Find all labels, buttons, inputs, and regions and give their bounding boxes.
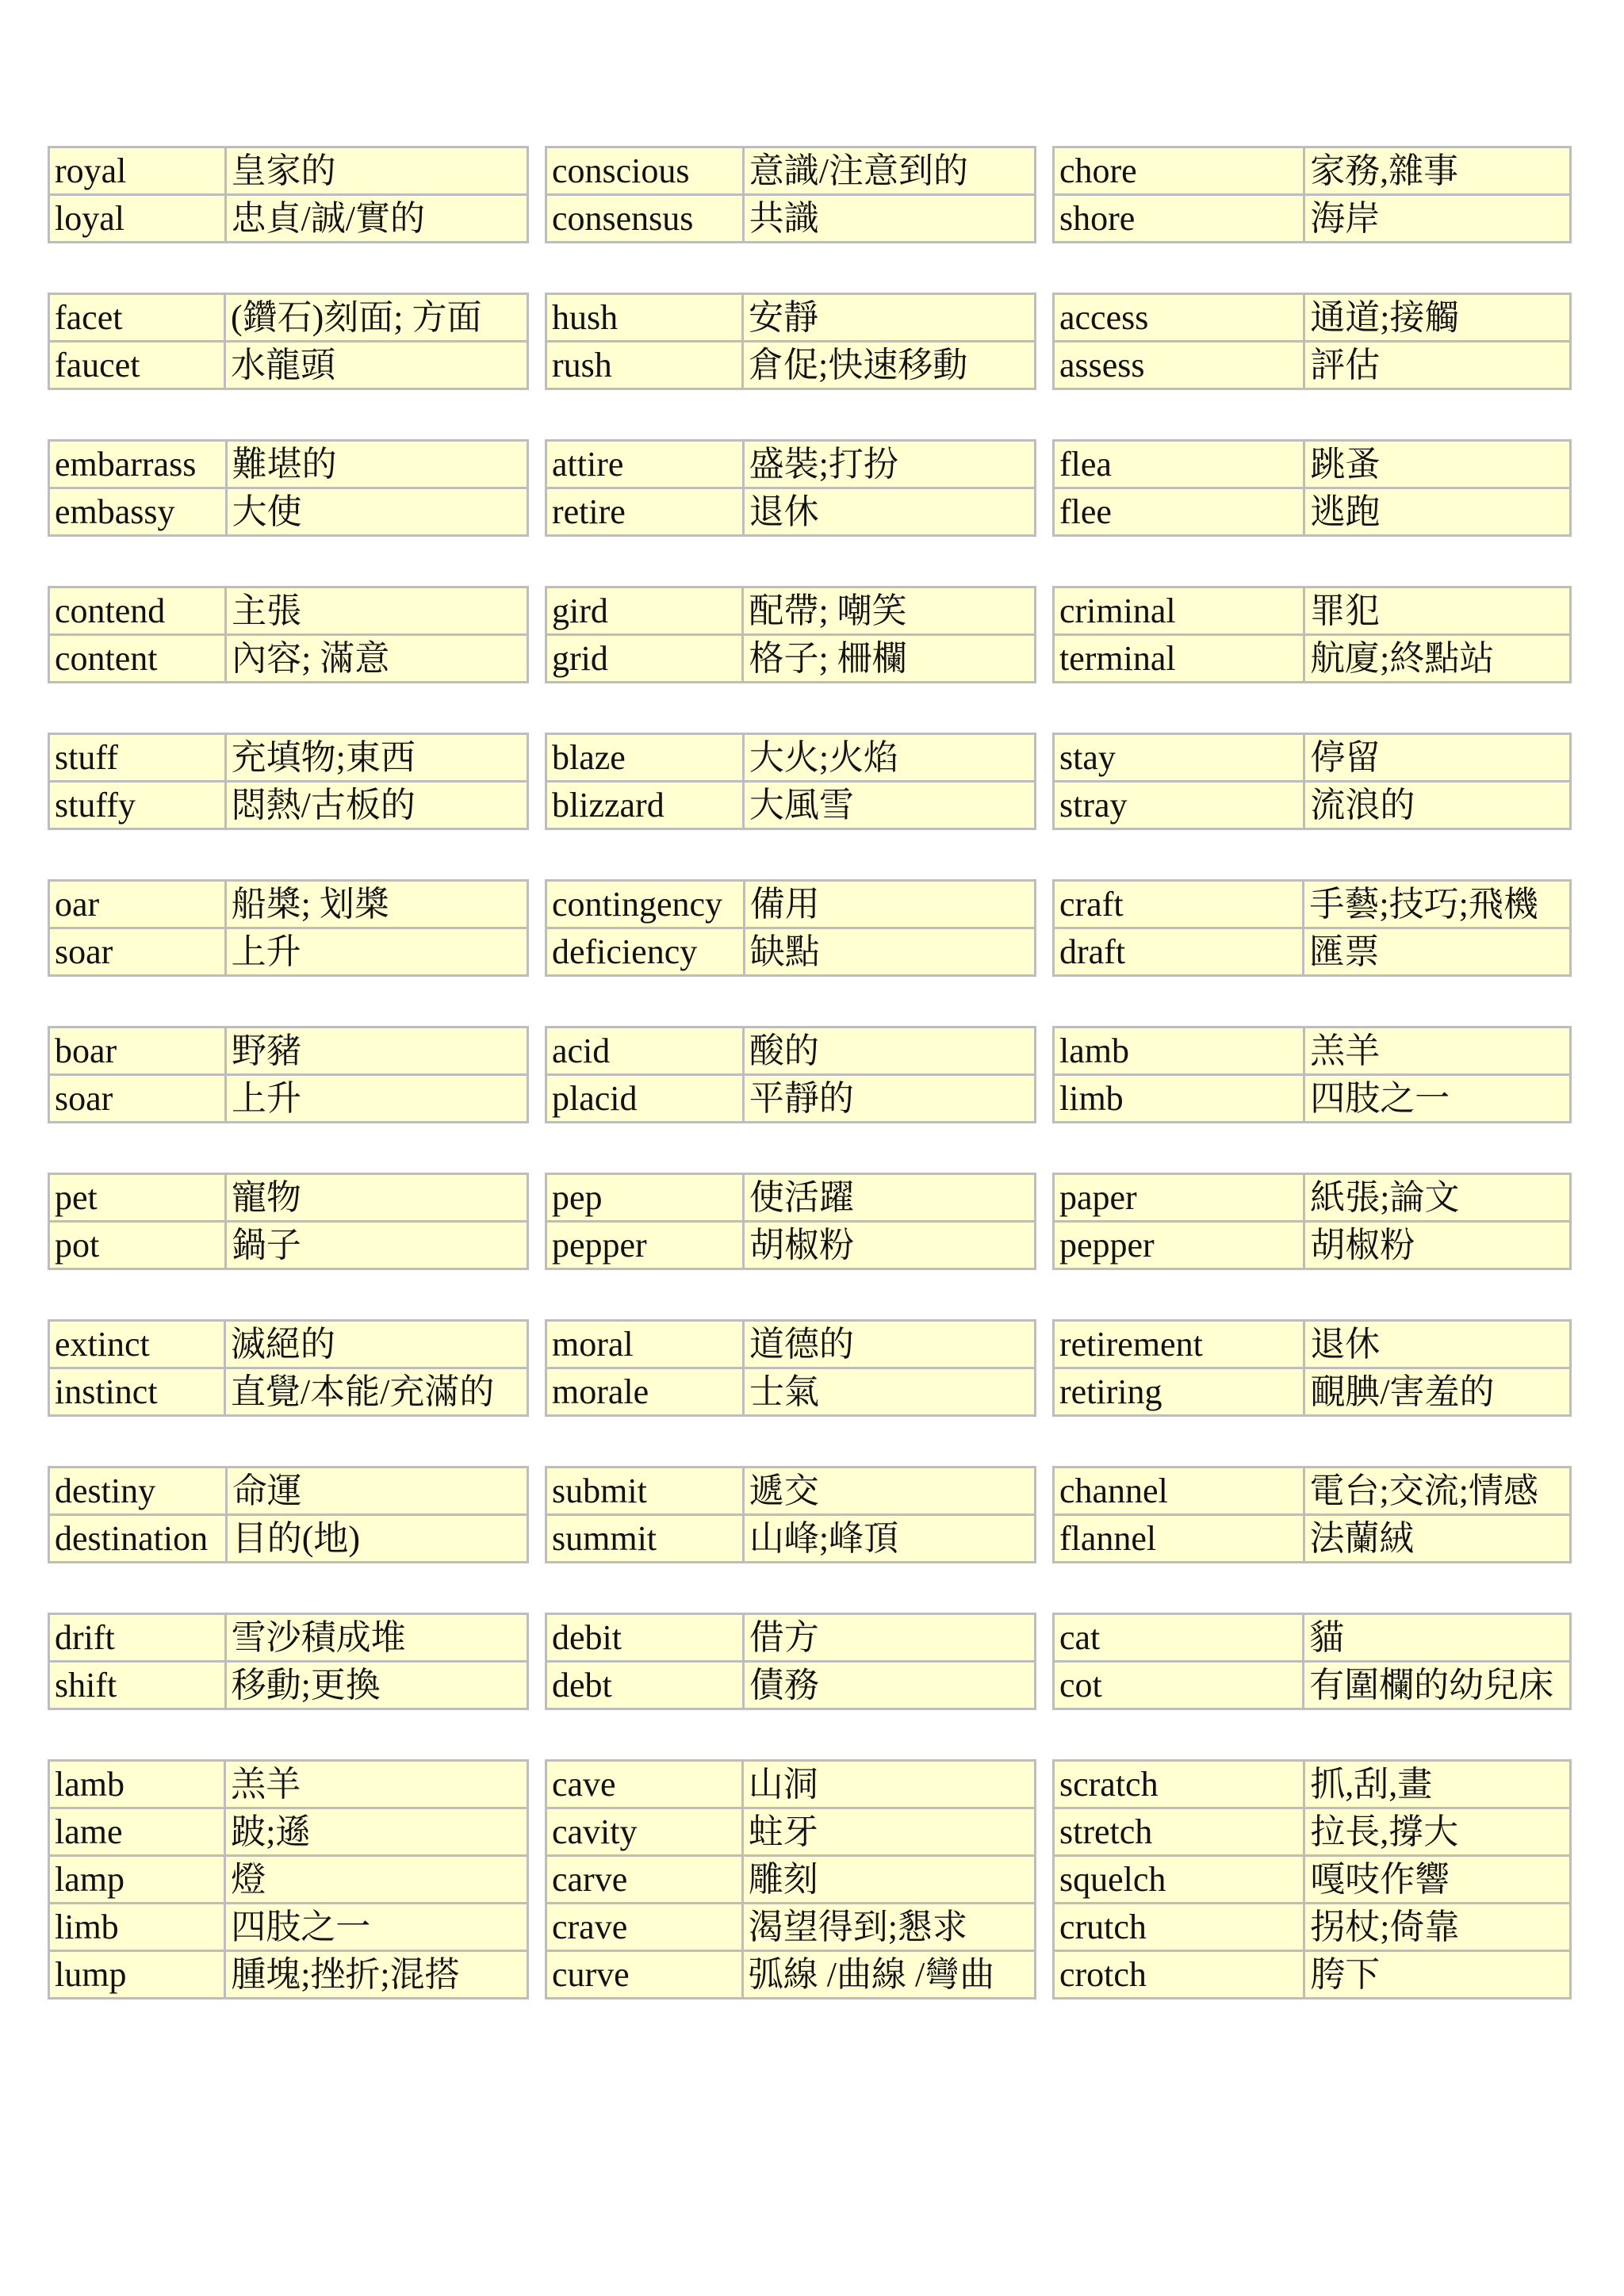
chinese-meaning: 有圍欄的幼兒床 [1304,1662,1571,1709]
english-word: cavity [546,1808,743,1856]
chinese-meaning: 抓,刮,畫 [1304,1761,1571,1808]
english-word: rush [546,342,743,389]
english-word: carve [546,1856,743,1904]
word-table [48,1466,529,1563]
chinese-meaning: 四肢之一 [225,1904,528,1951]
english-word: flee [1054,488,1304,536]
chinese-meaning: 共識 [743,195,1035,243]
chinese-meaning: 停留 [1304,734,1571,782]
english-word: flannel [1054,1515,1304,1563]
english-word: lamb [49,1761,225,1808]
word-table [1052,1173,1572,1270]
chinese-meaning: 船槳; 划槳 [225,881,527,928]
english-word: content [49,635,226,683]
word-table [1052,1613,1572,1710]
table-row [49,1761,528,1808]
english-word: embassy [49,488,227,536]
chinese-meaning: 充填物;東西 [225,734,527,782]
chinese-meaning: 悶熱/古板的 [225,782,527,829]
table-row [1054,1951,1571,1999]
english-word: limb [49,1904,225,1951]
english-word: terminal [1054,635,1304,683]
chinese-meaning: 平靜的 [743,1075,1035,1123]
chinese-meaning: 上升 [226,1075,528,1123]
chinese-meaning: 大使 [226,488,527,536]
english-word: hush [546,294,743,342]
chinese-meaning: 海岸 [1304,195,1571,243]
word-table [48,1026,529,1123]
table-row [49,1075,528,1123]
english-word: moral [546,1321,744,1368]
chinese-meaning: 雕刻 [742,1856,1035,1904]
chinese-meaning: 胡椒粉 [743,1222,1035,1269]
word-table [545,439,1036,537]
english-word: cot [1054,1662,1304,1709]
chinese-meaning: 紙張;論文 [1304,1174,1571,1222]
english-word: destination [49,1515,227,1563]
table-row [1054,488,1571,536]
word-table [1052,439,1572,537]
word-table [48,586,529,683]
word-table [545,293,1036,390]
chinese-meaning: 倉促;快速移動 [743,342,1036,389]
chinese-meaning: 嘎吱作響 [1304,1856,1571,1904]
table-row [1054,342,1571,389]
table-row [546,587,1036,635]
table-row [1054,1904,1571,1951]
english-word: pepper [1054,1222,1304,1269]
table-row [49,1027,528,1075]
chinese-meaning: 山峰;峰頂 [743,1515,1035,1563]
word-table [545,1173,1036,1270]
chinese-meaning: 難堪的 [226,441,527,488]
table-row [1054,635,1571,683]
english-word: retiring [1054,1368,1304,1416]
english-word: lump [49,1951,225,1999]
english-word: grid [546,635,743,683]
chinese-meaning: 主張 [226,587,528,635]
english-word: squelch [1054,1856,1304,1904]
english-word: submit [546,1468,744,1515]
table-row [49,1321,528,1368]
table-row [1054,1321,1571,1368]
chinese-meaning: 野豬 [226,1027,528,1075]
word-table [1052,146,1572,243]
english-word: criminal [1054,587,1304,635]
table-row [1054,1222,1571,1269]
table-row [49,587,528,635]
word-table [48,293,529,390]
english-word: lamp [49,1856,225,1904]
table-row [546,1321,1036,1368]
table-row [546,1515,1036,1563]
chinese-meaning: 山洞 [742,1761,1035,1808]
chinese-meaning: 皇家的 [225,147,527,195]
table-row [546,881,1036,928]
table-row [1054,734,1571,782]
table-row [1054,587,1571,635]
table-row [1054,1662,1571,1709]
table-row [49,1856,528,1904]
vocabulary-sheet [48,146,1572,1999]
english-word: cat [1054,1614,1304,1662]
english-word: drift [49,1614,226,1662]
table-row [1054,1515,1571,1563]
chinese-meaning: 航廈;終點站 [1304,635,1571,683]
table-row [1054,441,1571,488]
table-row [49,1662,528,1709]
chinese-meaning: 家務,雜事 [1304,147,1571,195]
chinese-meaning: 跛;遜 [225,1808,528,1856]
english-word: deficiency [546,928,745,976]
table-row [546,1856,1036,1904]
english-word: embarrass [49,441,227,488]
english-word: retirement [1054,1321,1304,1368]
table-row [546,635,1036,683]
english-word: soar [49,928,226,976]
table-row [546,147,1036,195]
chinese-meaning: 目的(地) [226,1515,527,1563]
table-row [1054,881,1571,928]
english-word: oar [49,881,226,928]
chinese-meaning: 電台;交流;情感 [1304,1468,1571,1515]
chinese-meaning: 流浪的 [1304,782,1571,829]
english-word: retire [546,488,744,536]
word-table [1052,1319,1572,1417]
chinese-meaning: 內容; 滿意 [226,635,528,683]
chinese-meaning: 命運 [226,1468,527,1515]
table-row [546,342,1036,389]
table-row [49,1515,528,1563]
english-word: stay [1054,734,1304,782]
word-table [48,1759,529,1999]
table-row [1054,1174,1571,1222]
table-row [1054,1027,1571,1075]
chinese-meaning: 意識/注意到的 [743,147,1035,195]
english-word: flea [1054,441,1304,488]
table-row [546,1904,1036,1951]
english-word: crotch [1054,1951,1304,1999]
chinese-meaning: 退休 [743,488,1035,536]
chinese-meaning: 匯票 [1304,928,1571,976]
table-row [546,1222,1036,1269]
chinese-meaning: 蛀牙 [742,1808,1035,1856]
english-word: contend [49,587,226,635]
table-row [546,928,1036,976]
table-row [1054,1761,1571,1808]
word-table [545,733,1036,830]
chinese-meaning: 遞交 [743,1468,1035,1515]
word-table [1052,1759,1572,1999]
english-word: access [1054,294,1304,342]
english-word: pet [49,1174,226,1222]
chinese-meaning: 評估 [1304,342,1571,389]
chinese-meaning: 退休 [1304,1321,1571,1368]
chinese-meaning: 逃跑 [1304,488,1571,536]
table-row [546,1027,1036,1075]
table-row [546,1614,1036,1662]
word-table [1052,586,1572,683]
table-row [1054,1614,1571,1662]
chinese-meaning: 水龍頭 [225,342,528,389]
english-word: pot [49,1222,226,1269]
chinese-meaning: 靦腆/害羞的 [1304,1368,1571,1416]
word-table [1052,733,1572,830]
table-row [49,441,528,488]
chinese-meaning: 酸的 [743,1027,1035,1075]
english-word: gird [546,587,743,635]
table-row [546,1662,1036,1709]
english-word: consensus [546,195,744,243]
table-row [1054,294,1571,342]
table-row [49,734,528,782]
word-table [545,879,1036,977]
word-table [48,1319,529,1417]
word-table [48,146,529,243]
table-row [546,441,1036,488]
chinese-meaning: 缺點 [744,928,1035,976]
english-word: morale [546,1368,744,1416]
english-word: placid [546,1075,744,1123]
table-row [546,1808,1036,1856]
english-word: crave [546,1904,743,1951]
chinese-meaning: 安靜 [743,294,1036,342]
table-row [546,1951,1036,1999]
chinese-meaning: 忠貞/誠/實的 [225,195,527,243]
table-row [1054,147,1571,195]
table-row [546,294,1036,342]
word-table [545,1759,1036,1999]
chinese-meaning: 羔羊 [225,1761,528,1808]
chinese-meaning: 羔羊 [1304,1027,1571,1075]
table-row [546,1075,1036,1123]
english-word: debt [546,1662,744,1709]
table-row [1054,1808,1571,1856]
chinese-meaning: 直覺/本能/充滿的 [224,1368,527,1416]
chinese-meaning: 配帶; 嘲笑 [743,587,1036,635]
chinese-meaning: 移動;更換 [225,1662,527,1709]
table-row [49,782,528,829]
table-row [49,1951,528,1999]
chinese-meaning: 胡椒粉 [1304,1222,1571,1269]
chinese-meaning: 鍋子 [225,1222,527,1269]
chinese-meaning: 通道;接觸 [1304,294,1571,342]
word-table [1052,879,1572,977]
table-row [49,928,528,976]
word-table [48,1173,529,1270]
table-row [49,1468,528,1515]
chinese-meaning: 寵物 [225,1174,527,1222]
chinese-meaning: 借方 [743,1614,1035,1662]
table-row [1054,928,1571,976]
table-row [546,1468,1036,1515]
english-word: blaze [546,734,744,782]
english-word: conscious [546,147,744,195]
word-table [48,733,529,830]
chinese-meaning: 道德的 [743,1321,1035,1368]
english-word: pepper [546,1222,744,1269]
english-word: stray [1054,782,1304,829]
table-row [49,1368,528,1416]
chinese-meaning: 滅絕的 [224,1321,527,1368]
chinese-meaning: 胯下 [1304,1951,1571,1999]
english-word: scratch [1054,1761,1304,1808]
english-word: curve [546,1951,743,1999]
english-word: blizzard [546,782,744,829]
chinese-meaning: 雪沙積成堆 [225,1614,527,1662]
chinese-meaning: 大風雪 [743,782,1035,829]
word-table [545,1613,1036,1710]
english-word: chore [1054,147,1304,195]
english-word: facet [49,294,225,342]
table-row [546,1761,1036,1808]
table-row [546,734,1036,782]
chinese-meaning: 拐杖;倚靠 [1304,1904,1571,1951]
table-row [546,1174,1036,1222]
table-row [49,294,528,342]
english-word: stuffy [49,782,226,829]
table-row [546,195,1036,243]
table-row [1054,782,1571,829]
english-word: attire [546,441,744,488]
table-row [546,488,1036,536]
english-word: draft [1054,928,1304,976]
table-row [49,881,528,928]
table-row [49,488,528,536]
table-row [1054,195,1571,243]
english-word: contingency [546,881,745,928]
chinese-meaning: 格子; 柵欄 [743,635,1036,683]
chinese-meaning: 備用 [744,881,1035,928]
chinese-meaning: 罪犯 [1304,587,1571,635]
english-word: instinct [49,1368,225,1416]
word-table [545,1466,1036,1563]
english-word: loyal [49,195,226,243]
word-table [545,1319,1036,1417]
english-word: crutch [1054,1904,1304,1951]
table-row [1054,1075,1571,1123]
word-table [48,439,529,537]
table-row [49,147,528,195]
chinese-meaning: 腫塊;挫折;混搭 [225,1951,528,1999]
chinese-meaning: 跳蚤 [1304,441,1571,488]
chinese-meaning: 盛裝;打扮 [743,441,1035,488]
word-table [48,1613,529,1710]
english-word: summit [546,1515,744,1563]
word-table [545,146,1036,243]
table-row [1054,1856,1571,1904]
word-table [545,586,1036,683]
chinese-meaning: 渴望得到;懇求 [742,1904,1035,1951]
table-row [49,342,528,389]
english-word: extinct [49,1321,225,1368]
word-table [1052,1026,1572,1123]
english-word: pep [546,1174,744,1222]
english-word: lamb [1054,1027,1304,1075]
word-table [48,879,529,977]
chinese-meaning: 使活躍 [743,1174,1035,1222]
table-row [49,1614,528,1662]
chinese-meaning: 四肢之一 [1304,1075,1571,1123]
english-word: paper [1054,1174,1304,1222]
word-table [545,1026,1036,1123]
english-word: lame [49,1808,225,1856]
table-row [546,782,1036,829]
chinese-meaning: 法蘭絨 [1304,1515,1571,1563]
table-row [49,1808,528,1856]
table-row [1054,1368,1571,1416]
english-word: faucet [49,342,225,389]
table-row [49,1222,528,1269]
english-word: boar [49,1027,226,1075]
chinese-meaning: 貓 [1304,1614,1571,1662]
word-table [1052,293,1572,390]
english-word: channel [1054,1468,1304,1515]
table-row [546,1368,1036,1416]
english-word: limb [1054,1075,1304,1123]
table-row [1054,1468,1571,1515]
english-word: cave [546,1761,743,1808]
table-row [49,635,528,683]
table-row [49,1904,528,1951]
chinese-meaning: 手藝;技巧;飛機 [1304,881,1571,928]
english-word: stretch [1054,1808,1304,1856]
english-word: shift [49,1662,226,1709]
english-word: assess [1054,342,1304,389]
chinese-meaning: (鑽石)刻面; 方面 [225,294,528,342]
english-word: shore [1054,195,1304,243]
chinese-meaning: 債務 [743,1662,1035,1709]
chinese-meaning: 士氣 [743,1368,1035,1416]
chinese-meaning: 燈 [225,1856,528,1904]
table-row [49,195,528,243]
chinese-meaning: 大火;火焰 [743,734,1035,782]
chinese-meaning: 上升 [225,928,527,976]
chinese-meaning: 拉長,撐大 [1304,1808,1571,1856]
english-word: soar [49,1075,226,1123]
chinese-meaning: 弧線 /曲線 /彎曲 [742,1951,1035,1999]
english-word: acid [546,1027,744,1075]
word-table [1052,1466,1572,1563]
english-word: debit [546,1614,744,1662]
english-word: royal [49,147,226,195]
english-word: destiny [49,1468,227,1515]
table-row [49,1174,528,1222]
english-word: stuff [49,734,226,782]
english-word: craft [1054,881,1304,928]
